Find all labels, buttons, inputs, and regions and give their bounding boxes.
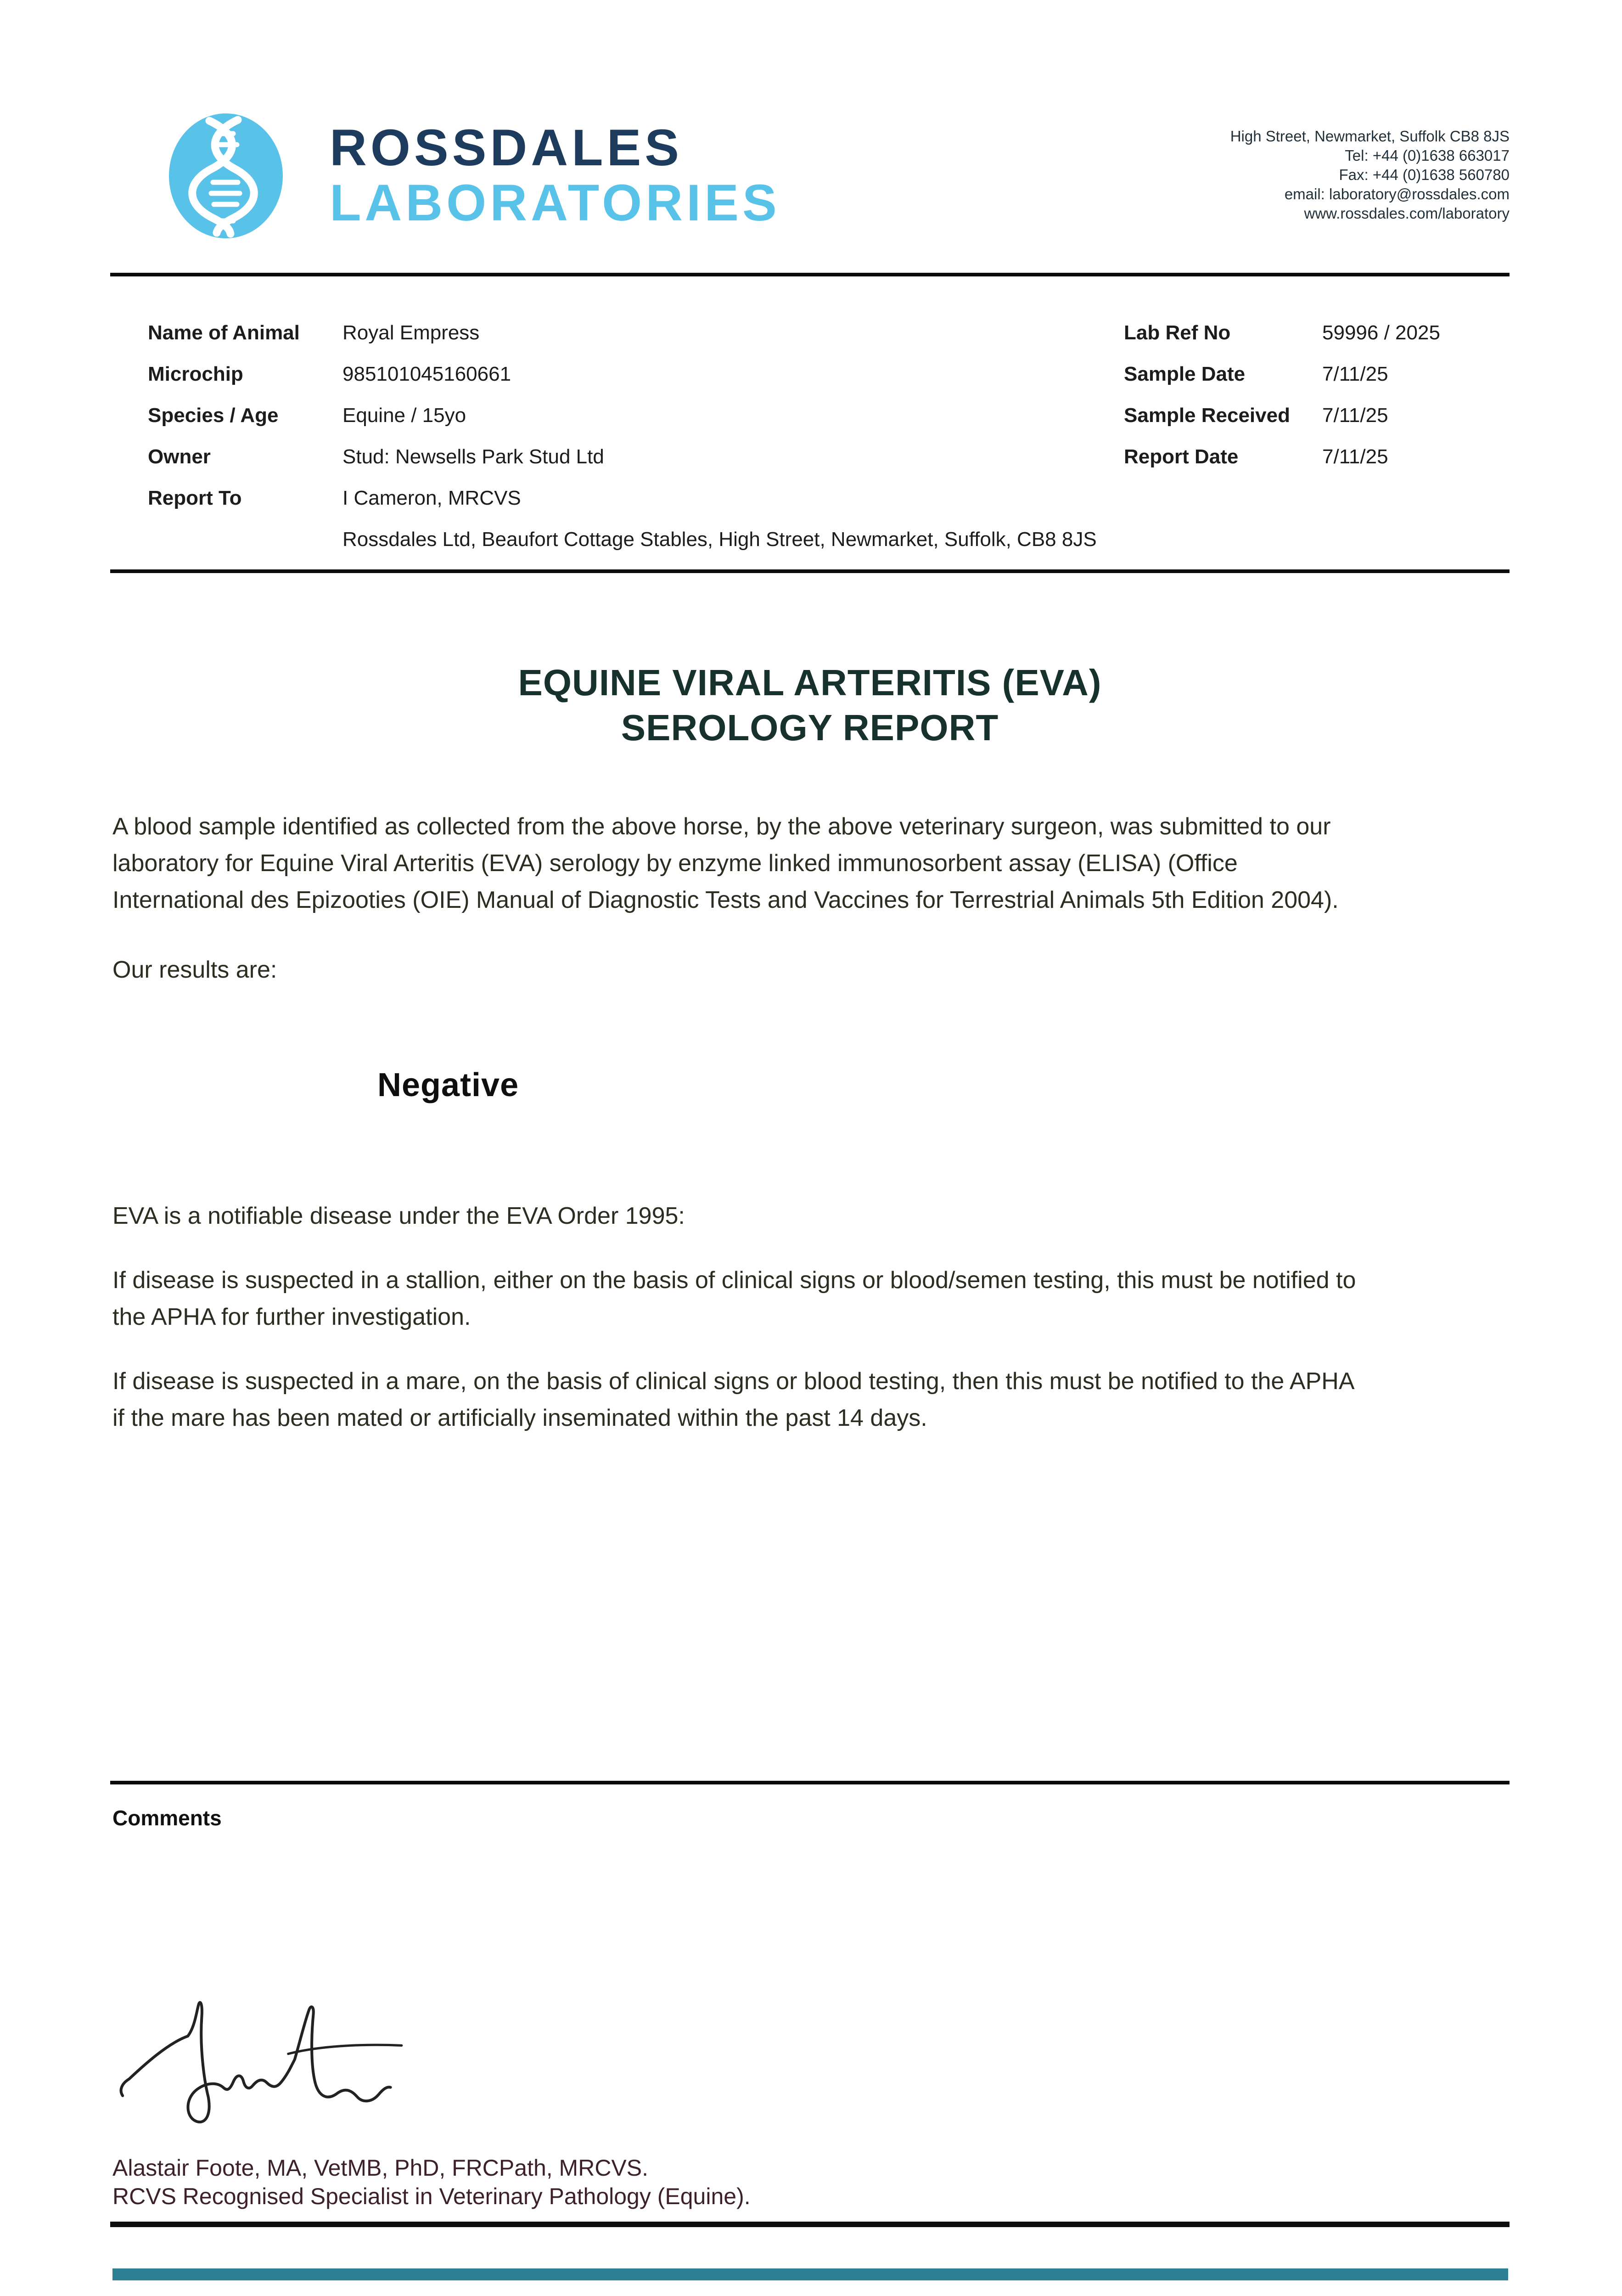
stallion-line: If disease is suspected in a stallion, either on the basis of clinical signs or blood/semen testing, this must be notified to — [112, 1267, 1356, 1294]
mare-line: If disease is suspected in a mare, on the basis of clinical signs or blood testing, then this must be notified to the APHA — [112, 1368, 1355, 1395]
intro-line: laboratory for Equine Viral Arteritis (EVA) serology by enzyme linked immunosorbent assay (ELISA) (Office — [112, 850, 1238, 877]
detail-label: Microchip — [148, 363, 243, 385]
detail-row — [148, 528, 1097, 569]
stallion-paragraph — [112, 1262, 1522, 1335]
contact-tel: Tel: +44 (0)1638 663017 — [1345, 147, 1510, 164]
contact-block — [1230, 127, 1510, 223]
detail-label: Sample Date — [1124, 363, 1246, 385]
intro-line: A blood sample identified as collected from the above horse, by the above veterinary surgeon, was submitted to our — [112, 813, 1331, 840]
results-label: Our results are: — [112, 957, 277, 983]
animal-details-table — [148, 321, 1097, 569]
contact-fax: Fax: +44 (0)1638 560780 — [1339, 166, 1510, 183]
detail-label: Name of Animal — [148, 321, 300, 344]
brand-name-line2: LABORATORIES — [330, 174, 780, 231]
detail-value: Equine / 15yo — [342, 404, 466, 427]
lab-details-table — [1124, 321, 1440, 487]
detail-value: Royal Empress — [342, 321, 480, 344]
detail-label: Species / Age — [148, 404, 279, 427]
footer-divider — [110, 2222, 1510, 2227]
intro-line: International des Epizooties (OIE) Manual of Diagnostic Tests and Vaccines for Terrestrial Animals 5th Edition 2004). — [112, 887, 1339, 913]
signatory-name: Alastair Foote, MA, VetMB, PhD, FRCPath, MRCVS. — [112, 2155, 649, 2181]
header-divider — [110, 273, 1510, 276]
detail-label: Report To — [148, 487, 242, 509]
detail-label: Sample Received — [1124, 404, 1290, 427]
detail-row — [1124, 321, 1440, 363]
dna-helix-icon — [169, 113, 283, 238]
detail-row — [1124, 445, 1440, 487]
result-value: Negative — [377, 1067, 519, 1103]
detail-row — [148, 487, 1097, 528]
detail-value: Rossdales Ltd, Beaufort Cottage Stables, High Street, Newmarket, Suffolk, CB8 8JS — [342, 528, 1097, 551]
detail-row — [148, 404, 1097, 445]
contact-email: email: laboratory@rossdales.com — [1284, 186, 1510, 203]
report-title-line2: SEROLOGY REPORT — [621, 707, 999, 748]
detail-value: I Cameron, MRCVS — [342, 487, 521, 509]
comments-label: Comments — [112, 1806, 222, 1830]
mare-paragraph — [112, 1363, 1522, 1436]
detail-value: 7/11/25 — [1322, 363, 1388, 385]
detail-label: Lab Ref No — [1124, 321, 1231, 344]
signature-scrawl — [117, 1998, 480, 2135]
detail-row — [148, 363, 1097, 404]
detail-value: 59996 / 2025 — [1322, 321, 1440, 344]
detail-value: 7/11/25 — [1322, 404, 1388, 427]
details-divider — [110, 569, 1510, 573]
detail-value: Stud: Newsells Park Stud Ltd — [342, 445, 604, 468]
detail-value: 7/11/25 — [1322, 445, 1388, 468]
mare-line: if the mare has been mated or artificially inseminated within the past 14 days. — [112, 1405, 927, 1431]
footer-accent-bar — [112, 2268, 1508, 2280]
notifiable-statement: EVA is a notifiable disease under the EVA Order 1995: — [112, 1203, 685, 1229]
detail-row — [1124, 404, 1440, 445]
comments-divider — [110, 1781, 1510, 1784]
detail-row — [1124, 363, 1440, 404]
intro-paragraph — [112, 808, 1522, 918]
detail-value: 985101045160661 — [342, 363, 511, 385]
detail-row — [148, 445, 1097, 487]
detail-label: Owner — [148, 445, 211, 468]
stallion-line: the APHA for further investigation. — [112, 1304, 471, 1330]
contact-web: www.rossdales.com/laboratory — [1304, 205, 1510, 222]
report-title-line1: EQUINE VIRAL ARTERITIS (EVA) — [518, 662, 1102, 703]
signatory-title: RCVS Recognised Specialist in Veterinary Pathology (Equine). — [112, 2183, 751, 2209]
detail-label: Report Date — [1124, 445, 1239, 468]
brand-name-line1: ROSSDALES — [330, 119, 683, 176]
detail-row — [148, 321, 1097, 363]
contact-address: High Street, Newmarket, Suffolk CB8 8JS — [1230, 128, 1510, 145]
